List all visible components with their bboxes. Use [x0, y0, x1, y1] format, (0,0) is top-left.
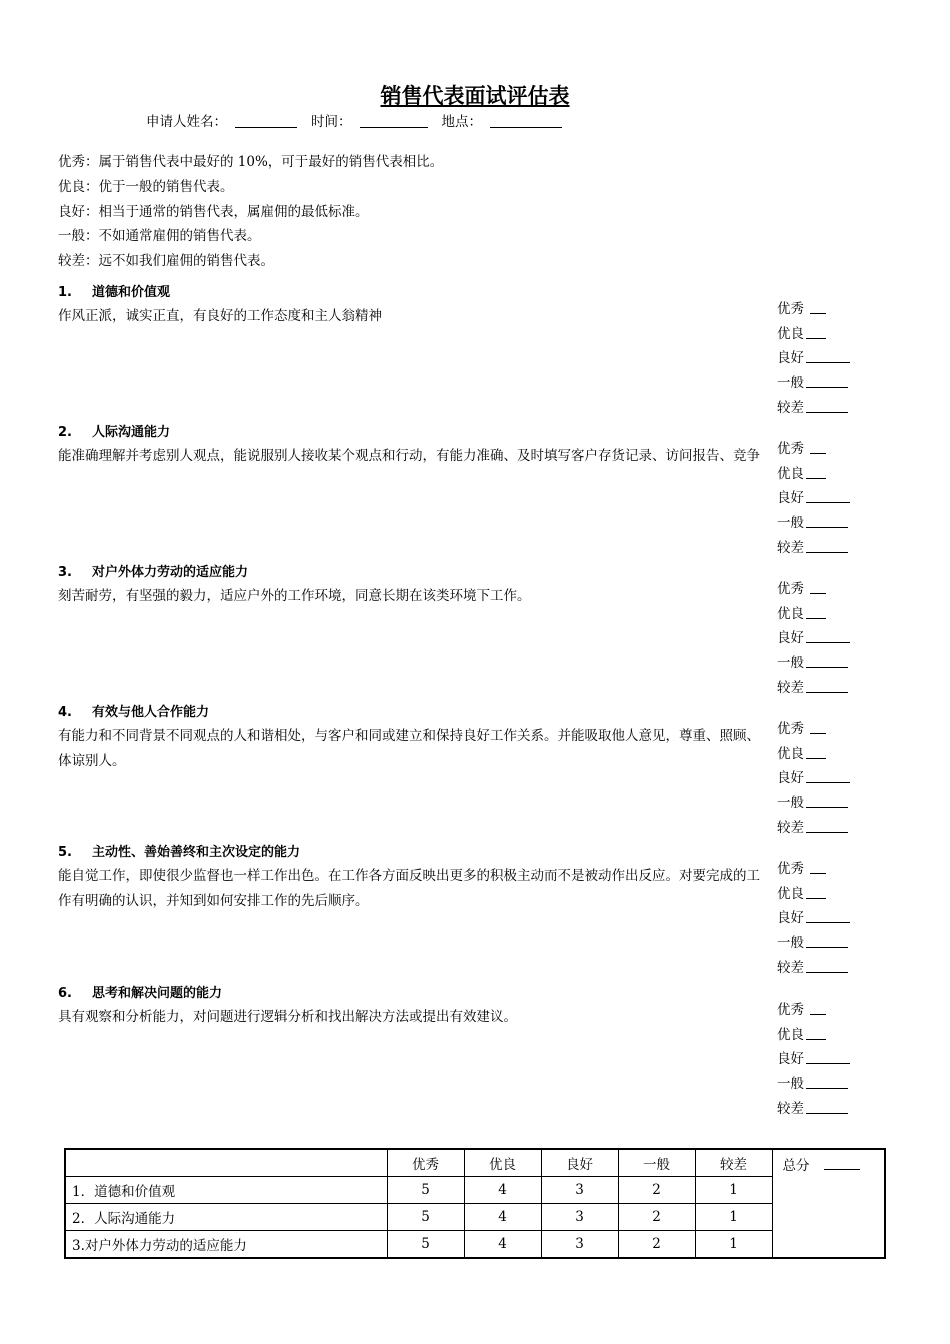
criterion-description: 能准确理解并考虑别人观点，能说服别人接收某个观点和行动，有能力准确、及时填写客户存货记录、访问报告、竞争: [58, 448, 760, 464]
table-header-cell: 优良: [464, 1149, 541, 1177]
criterion-section-6: [58, 983, 768, 1030]
criterion-heading: 1. 道德和价值观: [58, 285, 171, 300]
rating-legend: [58, 150, 443, 274]
table-header-cell: 良好: [541, 1149, 618, 1177]
rating-excellent[interactable]: 优秀: [777, 437, 867, 462]
rating-very-good[interactable]: 优良: [777, 322, 867, 347]
rating-good[interactable]: 良好: [777, 906, 867, 931]
rating-options-4: [777, 717, 867, 840]
place-blank[interactable]: [490, 113, 562, 128]
rating-poor[interactable]: 较差: [777, 816, 867, 841]
time-label: 时间：: [311, 114, 352, 130]
page-title: 销售代表面试评估表: [380, 84, 570, 108]
time-blank[interactable]: [360, 113, 428, 128]
table-header-cell: [65, 1149, 387, 1177]
table-header-cell: 优秀: [387, 1149, 464, 1177]
rating-poor[interactable]: 较差: [777, 1097, 867, 1122]
applicant-info-line: [146, 110, 576, 130]
rating-poor[interactable]: 较差: [777, 956, 867, 981]
criterion-heading: 3. 对户外体力劳动的适应能力: [58, 565, 249, 580]
criterion-description: 有能力和不同背景不同观点的人和谐相处，与客户和同或建立和保持良好工作关系。并能吸取他人意见，尊重、照顾、体谅别人。: [58, 728, 760, 769]
table-row: [65, 1204, 885, 1231]
rating-options-6: [777, 998, 867, 1121]
criterion-section-2: [58, 422, 768, 469]
total-score-blank[interactable]: [824, 1157, 860, 1170]
rating-options-2: [777, 437, 867, 560]
rating-good[interactable]: 良好: [777, 486, 867, 511]
rating-poor[interactable]: 较差: [777, 396, 867, 421]
table-cell-criterion: 1．道德和价值观: [65, 1177, 387, 1204]
table-cell-score[interactable]: 3: [541, 1231, 618, 1259]
criterion-heading: 6. 思考和解决问题的能力: [58, 986, 223, 1001]
rating-average[interactable]: 一般: [777, 651, 867, 676]
rating-average[interactable]: 一般: [777, 511, 867, 536]
criterion-section-5: [58, 842, 768, 914]
score-table: [64, 1148, 886, 1259]
rating-excellent[interactable]: 优秀: [777, 857, 867, 882]
criterion-description: 具有观察和分析能力，对问题进行逻辑分析和找出解决方法或提出有效建议。: [58, 1009, 517, 1025]
rating-good[interactable]: 良好: [777, 1047, 867, 1072]
table-cell-score[interactable]: 5: [387, 1231, 464, 1259]
rating-very-good[interactable]: 优良: [777, 602, 867, 627]
legend-item: 优秀：属于销售代表中最好的 10%，可于最好的销售代表相比。: [58, 154, 444, 170]
legend-item: 较差：远不如我们雇佣的销售代表。: [58, 253, 274, 270]
rating-excellent[interactable]: 优秀: [777, 998, 867, 1023]
table-row: [65, 1231, 885, 1259]
table-header-row: [65, 1149, 885, 1177]
table-cell-score[interactable]: 1: [695, 1177, 772, 1204]
legend-item: 一般：不如通常雇佣的销售代表。: [58, 228, 261, 245]
table-cell-score[interactable]: 4: [464, 1231, 541, 1259]
criterion-heading: 5. 主动性、善始善终和主次设定的能力: [58, 845, 301, 860]
table-cell-score[interactable]: 3: [541, 1204, 618, 1231]
rating-good[interactable]: 良好: [777, 766, 867, 791]
total-score-cell[interactable]: [772, 1149, 885, 1258]
table-cell-score[interactable]: 1: [695, 1231, 772, 1259]
criterion-section-1: [58, 282, 768, 329]
rating-excellent[interactable]: 优秀: [777, 297, 867, 322]
table-cell-criterion: 3.对户外体力劳动的适应能力: [65, 1231, 387, 1259]
rating-average[interactable]: 一般: [777, 791, 867, 816]
rating-options-3: [777, 577, 867, 700]
rating-very-good[interactable]: 优良: [777, 462, 867, 487]
place-label: 地点：: [441, 114, 482, 130]
rating-options-5: [777, 857, 867, 980]
criterion-section-3: [58, 562, 768, 609]
criterion-section-4: [58, 702, 768, 774]
rating-very-good[interactable]: 优良: [777, 742, 867, 767]
criterion-heading: 4. 有效与他人合作能力: [58, 705, 210, 720]
rating-average[interactable]: 一般: [777, 371, 867, 396]
table-cell-score[interactable]: 4: [464, 1204, 541, 1231]
criterion-description: 能自觉工作，即使很少监督也一样工作出色。在工作各方面反映出更多的积极主动而不是被动作出反应。对要完成的工作有明确的认识，并知到如何安排工作的先后顺序。: [58, 868, 760, 909]
criterion-description: 作风正派，诚实正直，有良好的工作态度和主人翁精神: [58, 308, 382, 324]
rating-very-good[interactable]: 优良: [777, 1023, 867, 1048]
rating-excellent[interactable]: 优秀: [777, 577, 867, 602]
table-cell-score[interactable]: 2: [618, 1177, 695, 1204]
applicant-name-blank[interactable]: [235, 113, 297, 128]
table-cell-score[interactable]: 5: [387, 1204, 464, 1231]
table-cell-score[interactable]: 1: [695, 1204, 772, 1231]
rating-average[interactable]: 一般: [777, 1072, 867, 1097]
applicant-name-label: 申请人姓名：: [146, 114, 227, 130]
rating-very-good[interactable]: 优良: [777, 882, 867, 907]
rating-poor[interactable]: 较差: [777, 536, 867, 561]
rating-average[interactable]: 一般: [777, 931, 867, 956]
table-cell-criterion: 2．人际沟通能力: [65, 1204, 387, 1231]
rating-good[interactable]: 良好: [777, 346, 867, 371]
rating-poor[interactable]: 较差: [777, 676, 867, 701]
rating-good[interactable]: 良好: [777, 626, 867, 651]
table-cell-score[interactable]: 2: [618, 1231, 695, 1259]
legend-item: 良好：相当于通常的销售代表，属雇佣的最低标准。: [58, 203, 369, 220]
criterion-description: 刻苦耐劳，有坚强的毅力，适应户外的工作环境，同意长期在该类环境下工作。: [58, 588, 531, 604]
total-score-label: 总分: [782, 1158, 810, 1174]
table-cell-score[interactable]: 2: [618, 1204, 695, 1231]
rating-options-1: [777, 297, 867, 420]
table-header-cell: 较差: [695, 1149, 772, 1177]
table-cell-score[interactable]: 5: [387, 1177, 464, 1204]
rating-excellent[interactable]: 优秀: [777, 717, 867, 742]
table-header-cell: 一般: [618, 1149, 695, 1177]
table-row: [65, 1177, 885, 1204]
table-cell-score[interactable]: 3: [541, 1177, 618, 1204]
table-cell-score[interactable]: 4: [464, 1177, 541, 1204]
criterion-heading: 2. 人际沟通能力: [58, 425, 171, 440]
legend-item: 优良：优于一般的销售代表。: [58, 178, 234, 195]
